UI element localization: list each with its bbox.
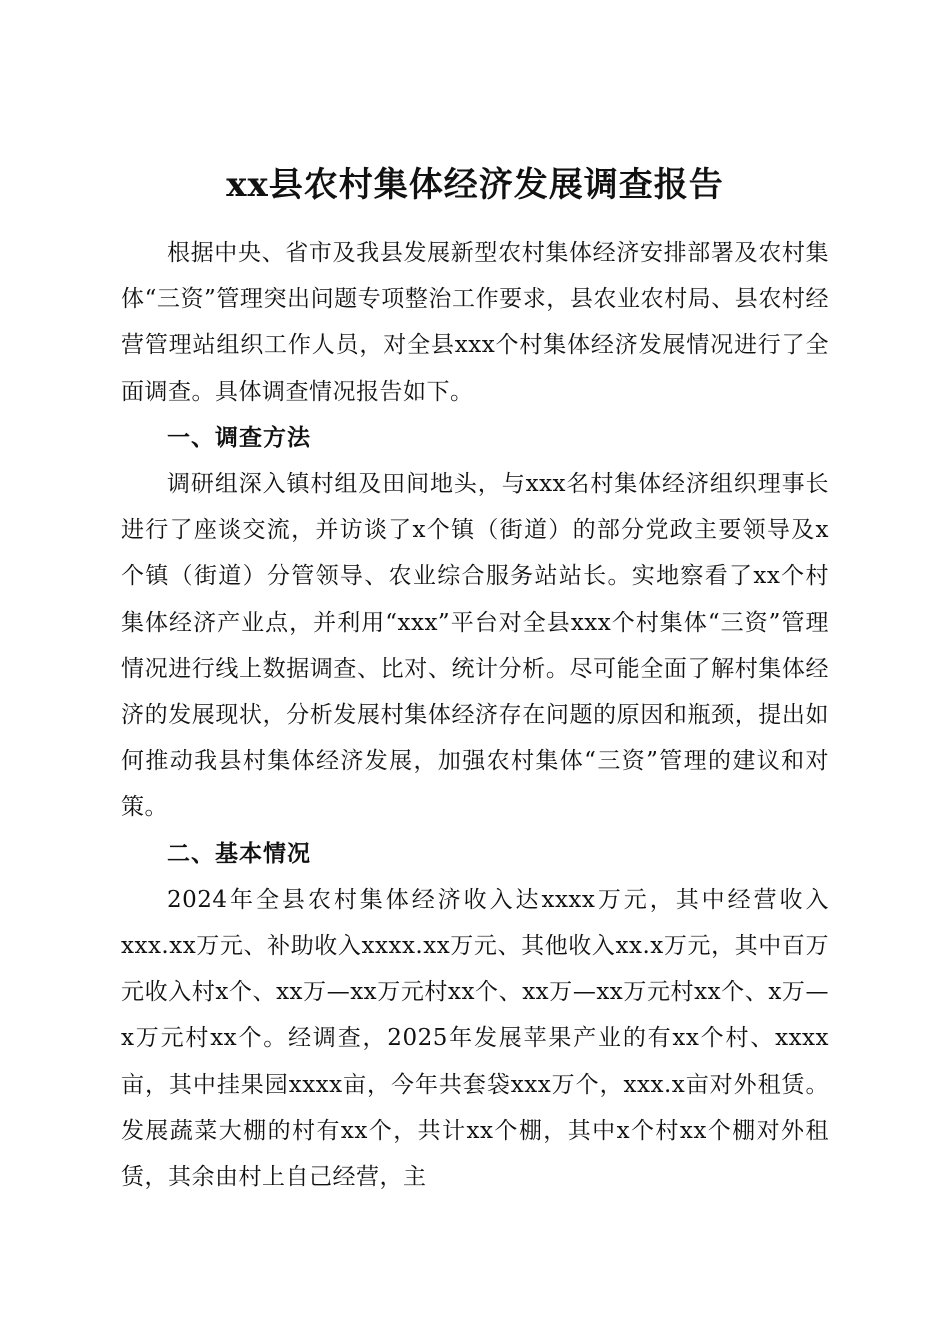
intro-paragraph: 根据中央、省市及我县发展新型农村集体经济安排部署及农村集体“三资”管理突出问题专项整治工作要求，县农业农村局、县农村经营管理站组织工作人员，对全县xxx个村集体经济发展情况进行了全面调查。具体调查情况报告如下。 [121, 240, 829, 405]
basic-situation-paragraph: 2024年全县农村集体经济收入达xxxx万元，其中经营收入xxx.xx万元、补助收入xxxx.xx万元、其他收入xx.x万元，其中百万元收入村x个、xx万—xx万元村xx个、xx万—xx万元村xx个、x万—x万元村xx个。经调查，2025年发展苹果产业的有xx个村、xxxx亩，其中挂果园xxxx亩，今年共套袋xxx万个，xxx.x亩对外租赁。发展蔬菜大棚的村有xx个，共计xx个棚，其中x个村xx个棚对外租赁，其余由村上自己经营，主 [121, 886, 829, 1191]
document-title: xx县农村集体经济发展调查报告 [226, 164, 724, 205]
section-heading-methods: 一、调查方法 [167, 424, 311, 451]
methods-paragraph: 调研组深入镇村组及田间地头，与xxx名村集体经济组织理事长进行了座谈交流，并访谈了x个镇（街道）的部分党政主要领导及x个镇（街道）分管领导、农业综合服务站站长。实地察看了xx个村集体经济产业点，并利用“xxx”平台对全县xxx个村集体“三资”管理情况进行线上数据调查、比对、统计分析。尽可能全面了解村集体经济的发展现状，分析发展村集体经济存在问题的原因和瓶颈，提出如何推动我县村集体经济发展，加强农村集体“三资”管理的建议和对策。 [121, 471, 829, 821]
document-body [121, 230, 829, 1200]
section-heading-basic-situation: 二、基本情况 [167, 840, 311, 867]
